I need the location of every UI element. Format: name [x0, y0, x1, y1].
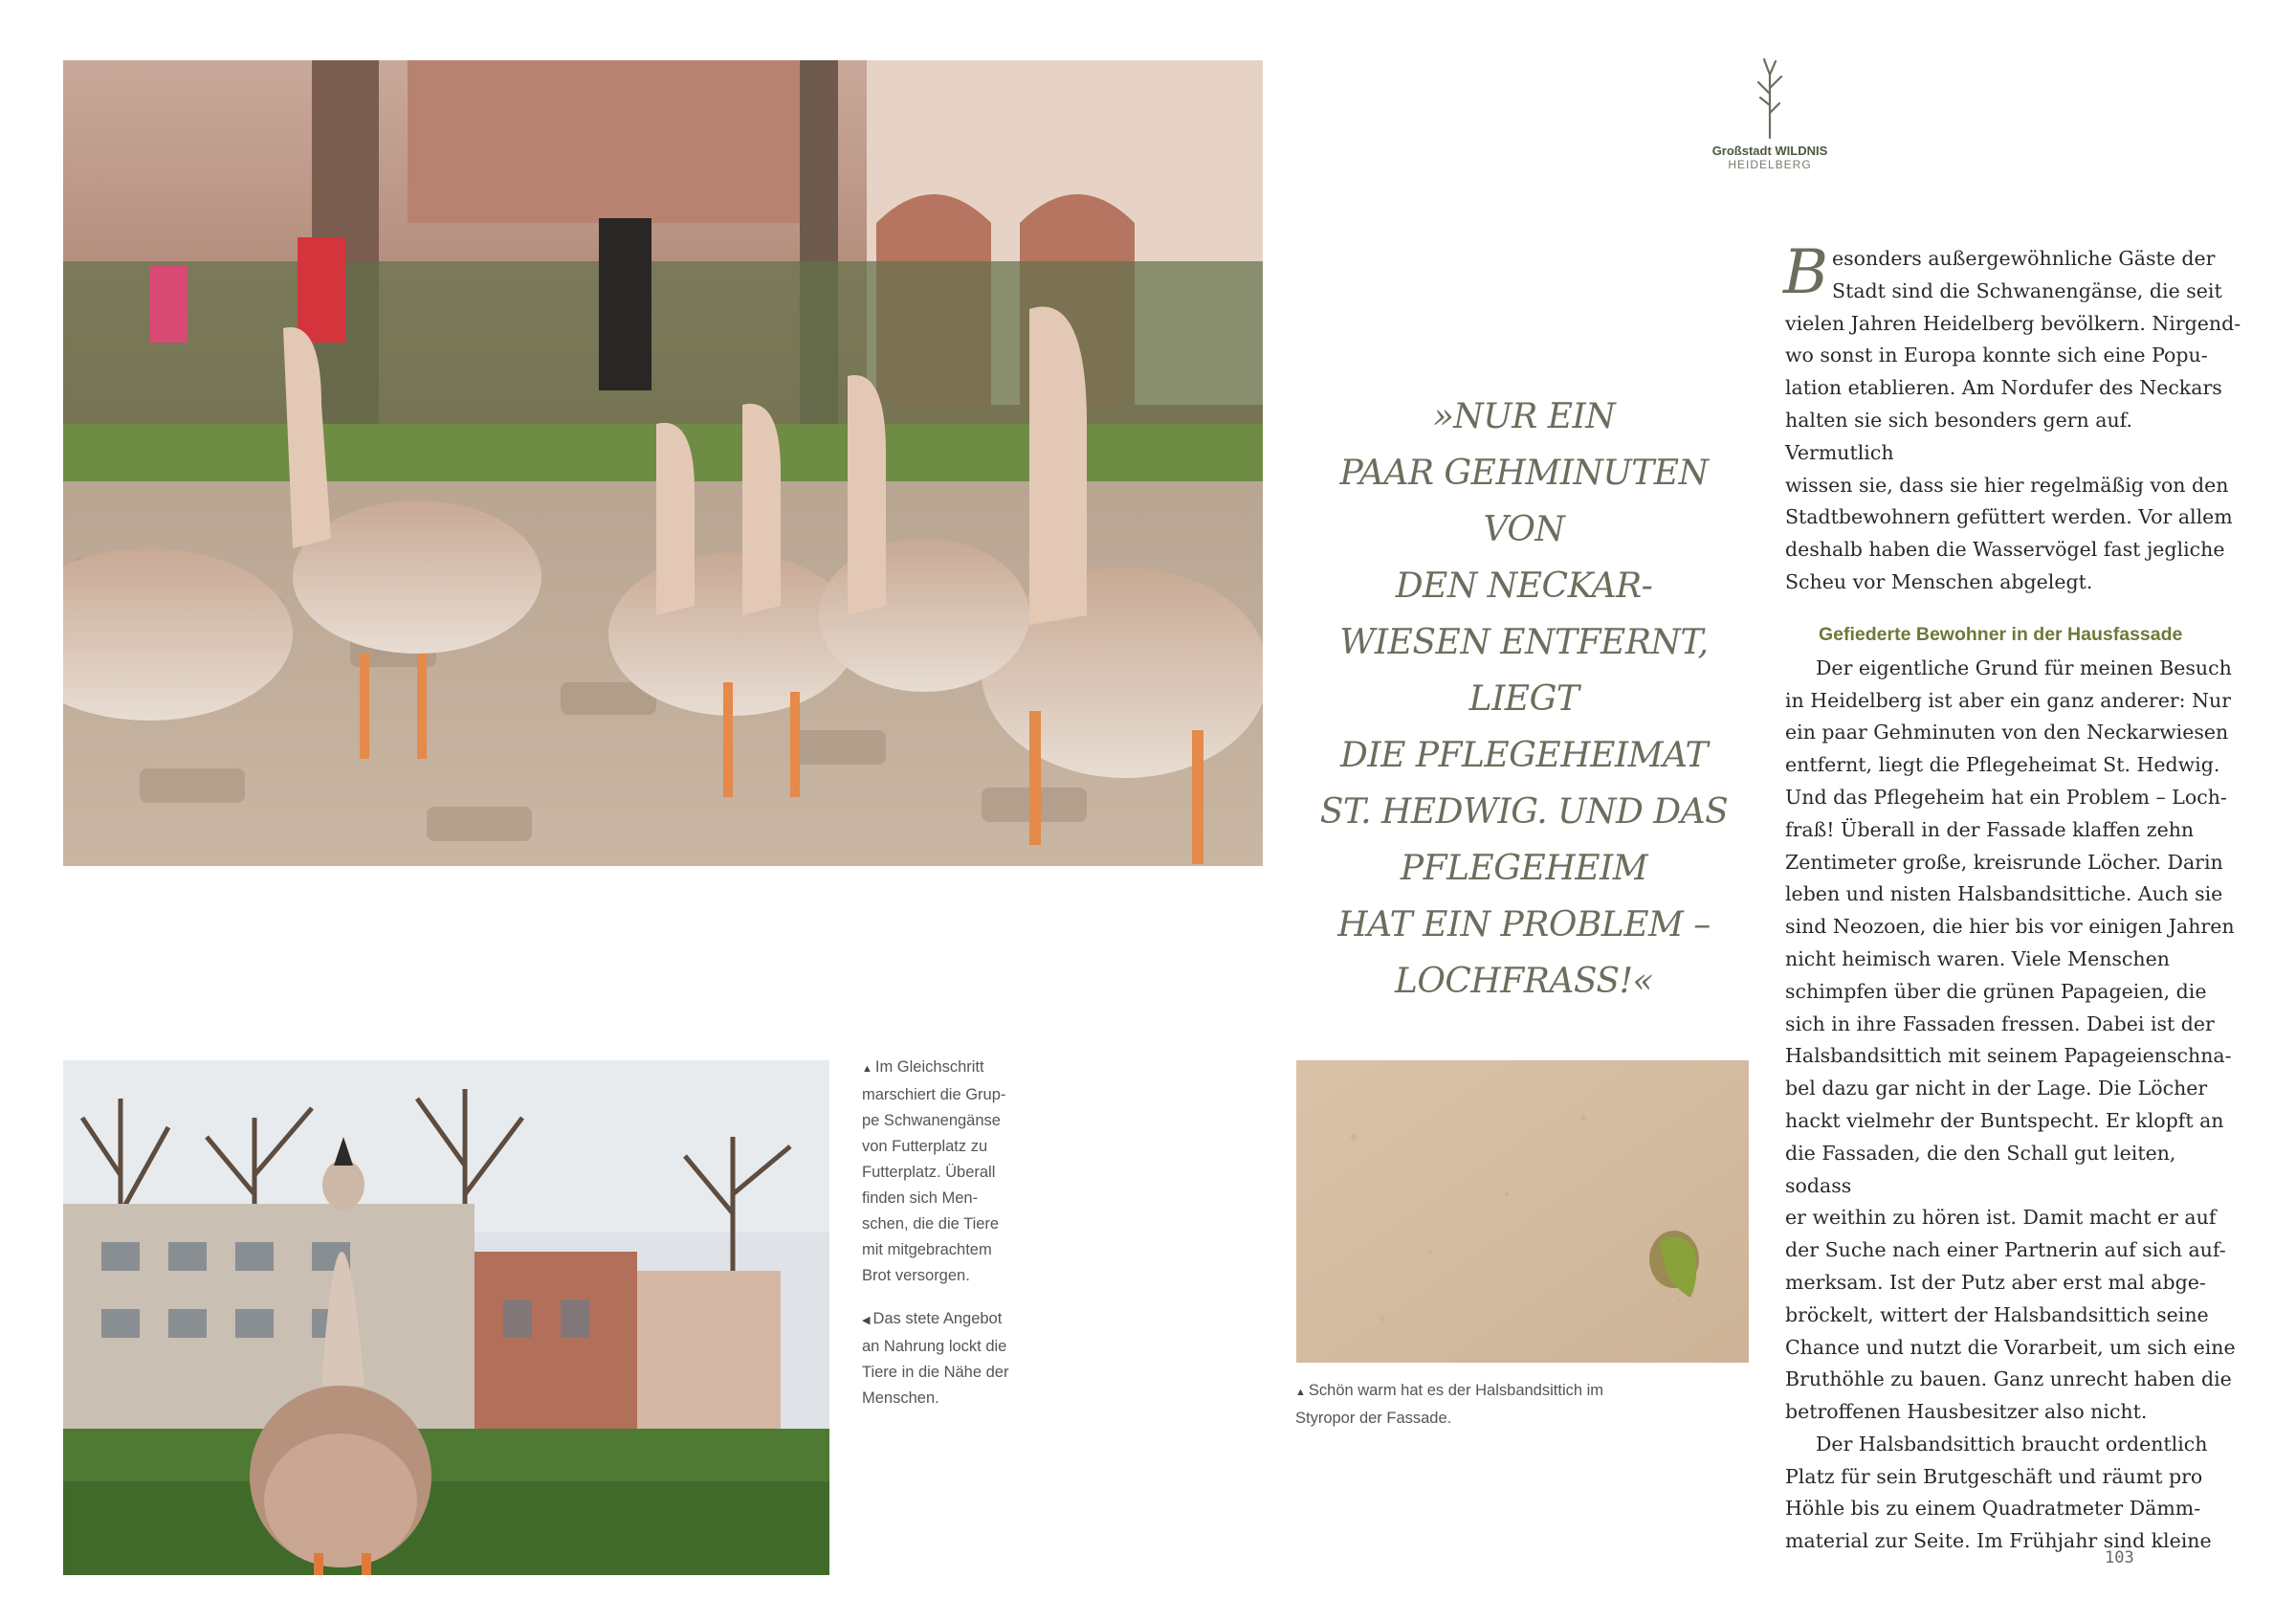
- paragraph-intro-text: esonders außergewöhnliche Gäste der Stadt sind die Schwanengänse, die seit vielen Jahren Heidelberg bevölkern. Nirgend- wo sonst in Europa konnte sich eine Popu- lation etablieren. Am Nordufer des Neckars halten sie sich besonders gern auf. Vermutlich wissen sie, dass sie hier regelmäßig von den Stadtbewohnern gefüttert werden. Vor allem deshalb haben die Wasservögel fast jegliche Scheu vor Menschen abgelegt.: [1785, 247, 2241, 593]
- section-subheading: Gefiederte Bewohner in der Hausfassade: [1819, 623, 2183, 645]
- caption-parakeet-text: Schön warm hat es der Halsbandsittich im Styropor der Fassade.: [1295, 1382, 1604, 1427]
- photo-geese-marching: [63, 60, 1263, 866]
- triangle-up-icon: ▲: [862, 1063, 872, 1075]
- pull-quote: »NUR EIN PAAR GEHMINUTEN VON DEN NECKAR- WIESEN ENTFERNT, LIEGT DIE PFLEGEHEIMAT ST. HEDWIG. UND DAS PFLEGEHEIM HAT EIN PROBLEM – LOCHFRASS!«: [1319, 397, 1729, 1001]
- photo-goose-front: [63, 1060, 829, 1575]
- paragraph-continued: Der Halsbandsittich braucht ordentlich Platz für sein Brutgeschäft und räumt pro Höhle bis zu einem Quadratmeter Dämm- material zur Seite. Im Frühjahr sind kleine: [1785, 1432, 2212, 1553]
- caption-right: [1295, 1378, 1697, 1432]
- photo-facade-parakeet: [1296, 1060, 1749, 1363]
- caption-left: [862, 1055, 1029, 1411]
- article-body: [1783, 237, 2244, 1558]
- page-number: 103: [2105, 1548, 2134, 1567]
- logo-subtitle: HEIDELBERG: [1728, 158, 1812, 171]
- triangle-up-icon: ▲: [1295, 1387, 1306, 1398]
- caption-goose-front-text: Das stete Angebot an Nahrung lockt die Tiere in die Nähe der Menschen.: [862, 1310, 1009, 1407]
- paragraph-main: Der eigentliche Grund für meinen Besuch in Heidelberg ist aber ein ganz anderer: Nur ein paar Gehminuten von den Neckarwiesen entfernt, liegt die Pflegeheimat St. Hedwig. Und das Pflegeheim hat ein Problem – Loch- fraß! Überall in der Fassade klaffen zehn Zentimeter große, kreisrunde Löcher. Darin leben und nisten Halsbandsittiche. Auch sie sind Neozoen, die hier bis vor einigen Jahren nicht heimisch waren. Viele Menschen schimpfen über die grünen Papageien, die sich in ihre Fassaden fressen. Dabei ist der Halsbandsittich mit seinem Papageienschna- bel dazu gar nicht in der Lage. Die Löcher hackt vielmehr der Buntspecht. Er klopft an die Fassaden, die den Schall gut leiten, sodass er weithin zu hören ist. Damit macht er auf der Suche nach einer Partnerin auf sich auf- merksam. Ist der Putz aber erst mal abge- bröckelt, wittert der Halsbandsittich seine Chance und nutzt die Vorarbeit, um sich eine Bruthöhle zu bauen. Ganz unrecht haben die betroffenen Hausbesitzer also nicht.: [1785, 655, 2236, 1424]
- logo-title: Großstadt WILDNIS: [1711, 144, 1828, 158]
- tree-sketch-icon: [1751, 56, 1789, 140]
- triangle-left-icon: ◀: [862, 1315, 871, 1326]
- series-logo: [1693, 56, 1846, 171]
- caption-goose-front: [862, 1306, 1029, 1411]
- caption-geese-march: [862, 1055, 1029, 1289]
- drop-cap: B: [1783, 237, 1829, 308]
- caption-parakeet: [1295, 1378, 1697, 1432]
- paragraph-intro: [1783, 237, 2244, 599]
- caption-geese-march-text: Im Gleichschritt marschiert die Grup- pe Schwanengänse von Futterplatz zu Futterplatz. Überall finden sich Men- schen, die die Tiere mit mitgebrachtem Brot versorgen.: [862, 1058, 1006, 1284]
